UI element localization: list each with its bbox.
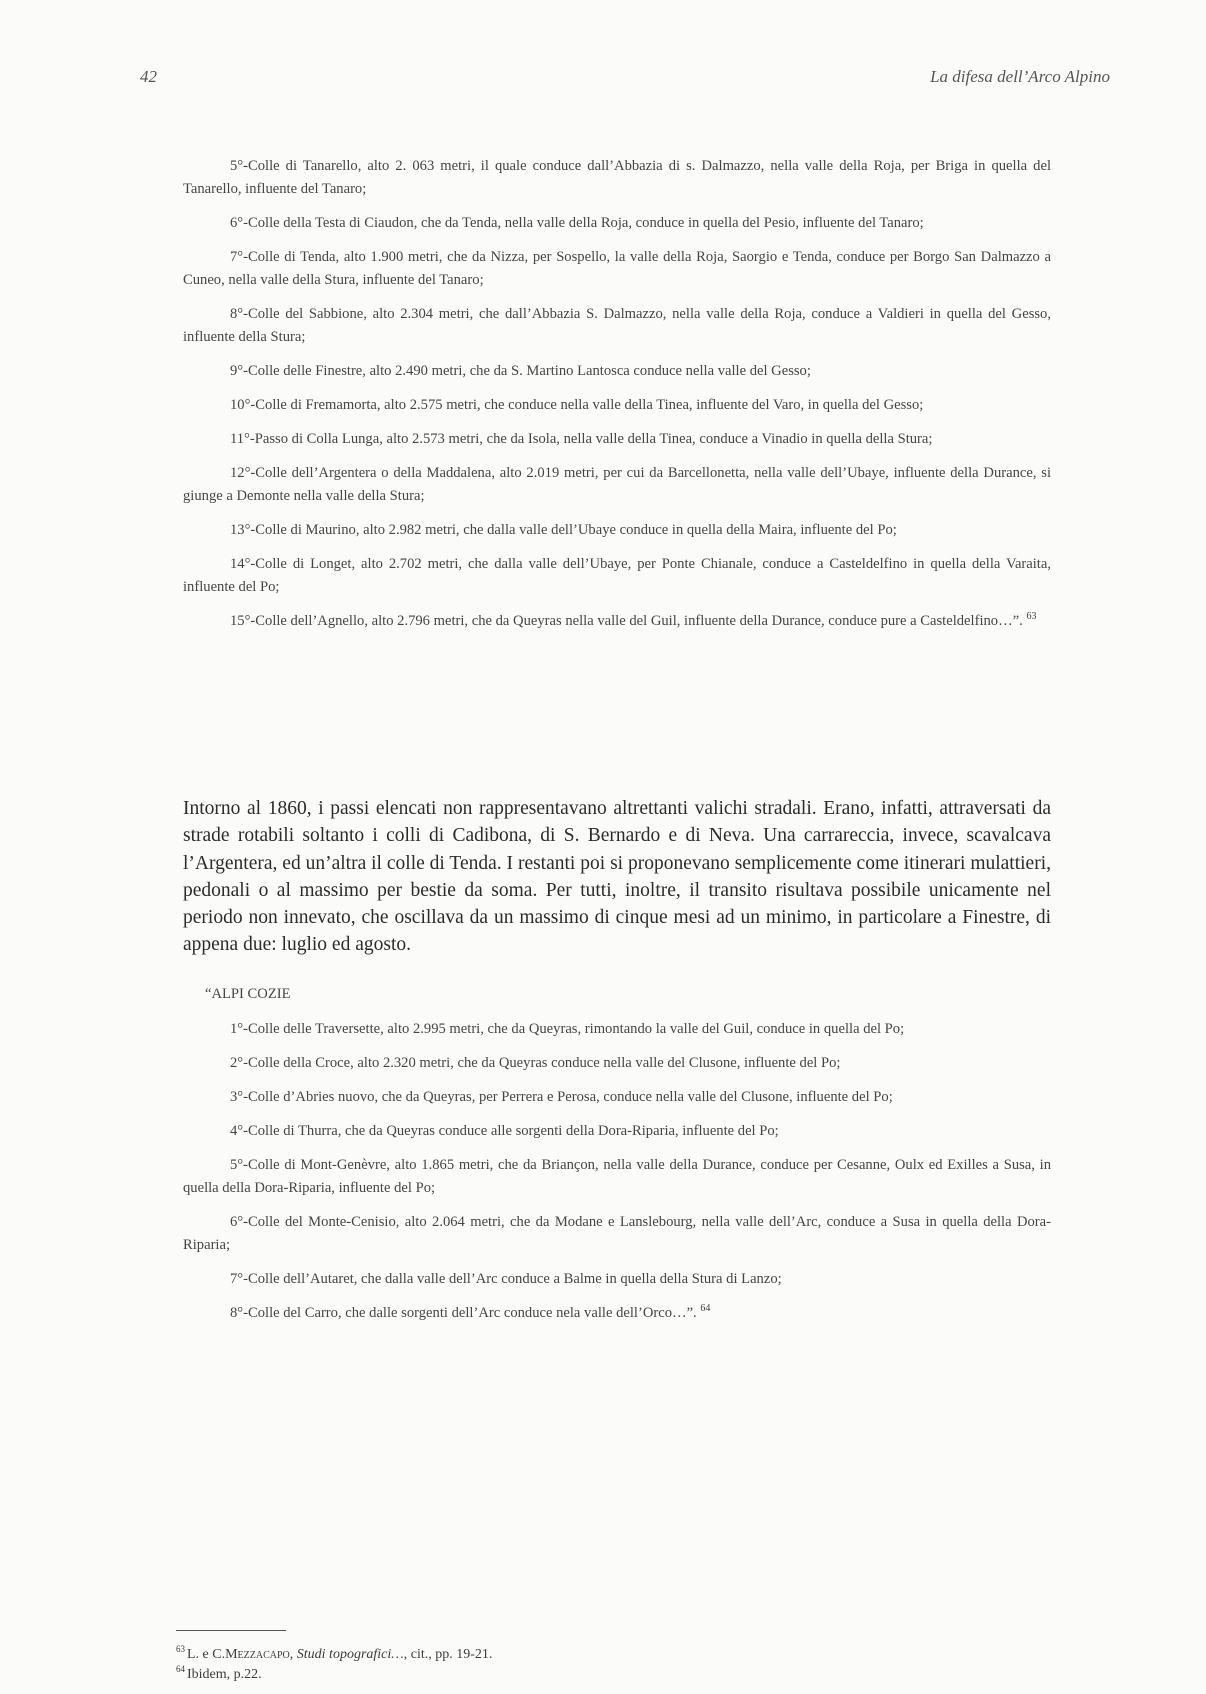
running-header: [140, 67, 1110, 91]
quote-item: 6°-Colle della Testa di Ciaudon, che da Tenda, nella valle della Roja, conduce in quella del Pesio, influente del Tanaro;: [230, 215, 924, 231]
quote-heading: “ALPI COZIE: [205, 986, 291, 1002]
footnote-ref-63[interactable]: 63: [1026, 611, 1037, 623]
footnote-ref-64[interactable]: 64: [700, 1303, 711, 1315]
quote-item: 1°-Colle delle Traversette, alto 2.995 metri, che da Queyras, rimontando la valle del Guil, conduce in quella del Po;: [230, 1021, 905, 1037]
running-title: La difesa dell’Arco Alpino: [930, 67, 1110, 86]
quote-item: 7°-Colle di Tenda, alto 1.900 metri, che da Nizza, per Sospello, la valle della Roja, Saorgio e Tenda, conduce per Borgo San Dalmazzo a Cuneo, nella valle della Stura, influente del Tanaro;: [183, 249, 1051, 288]
quote-item: 11°-Passo di Colla Lunga, alto 2.573 metri, che da Isola, nella valle della Tinea, conduce a Vinadio in quella della Stura;: [230, 431, 933, 447]
body-paragraph-text: Intorno al 1860, i passi elencati non rappresentavano altrettanti valichi stradali. Erano, infatti, attraversati da strade rotabili soltanto i colli di Cadibona, di S. Bernardo e di Neva. Una carrareccia, invece, scavalcava l’Argentera, ed un’altra il colle di Tenda. I restanti poi si proponevano semplicemente come itinerari mulattieri, pedonali o al massimo per bestie da soma. Per tutti, inoltre, il transito risultava possibile unicamente nel periodo non innevato, che oscillava da un massimo di cinque mesi ad un minimo, in particolare a Finestre, di appena due: luglio ed agosto.: [183, 798, 1051, 956]
body-paragraph: [183, 795, 1051, 959]
quote-item: 8°-Colle del Sabbione, alto 2.304 metri, che dall’Abbazia S. Dalmazzo, nella valle della Roja, conduce a Valdieri in quella del Gesso, influente della Stura;: [183, 306, 1051, 345]
page-number: 42: [140, 67, 157, 86]
quote-item: 5°-Colle di Tanarello, alto 2. 063 metri, il quale conduce dall’Abbazia di s. Dalmazzo, nella valle della Roja, per Briga in quella del Tanarello, influente del Tanaro;: [183, 158, 1051, 197]
quote-item: 3°-Colle d’Abries nuovo, che da Queyras, per Perrera e Perosa, conduce nella valle del Clusone, influente del Po;: [230, 1089, 893, 1105]
quote-item-last: [183, 1302, 1051, 1325]
quote-item: 7°-Colle dell’Autaret, che dalla valle dell’Arc conduce a Balme in quella della Stura di Lanzo;: [230, 1271, 782, 1287]
quote-alpi-cozie: [183, 983, 1051, 1336]
quote-alpi-marittime: [183, 155, 1051, 644]
quote-item: 10°-Colle di Fremamorta, alto 2.575 metri, che conduce nella valle della Tinea, influente del Varo, in quella del Gesso;: [230, 397, 924, 413]
footnote-divider: [176, 1630, 286, 1631]
quote-item: 2°-Colle della Croce, alto 2.320 metri, che da Queyras conduce nella valle del Clusone, influente del Po;: [230, 1055, 841, 1071]
footnote-author-surname: Mezzacapo: [225, 1647, 290, 1662]
quote-item-text: 8°-Colle del Carro, che dalle sorgenti dell’Arc conduce nela valle dell’Orco…”.: [230, 1305, 697, 1321]
quote-item: 4°-Colle di Thurra, che da Queyras conduce alle sorgenti della Dora-Riparia, influente del Po;: [230, 1123, 779, 1139]
quote-item: 9°-Colle delle Finestre, alto 2.490 metri, che da S. Martino Lantosca conduce nella valle del Gesso;: [230, 363, 811, 379]
quote-item: 13°-Colle di Maurino, alto 2.982 metri, che dalla valle dell’Ubaye conduce in quella della Maira, influente del Po;: [230, 522, 897, 538]
quote-item: 5°-Colle di Mont-Genèvre, alto 1.865 metri, che da Briançon, nella valle della Durance, conduce per Cesanne, Oulx ed Exilles a Susa, in quella della Dora-Riparia, influente del Po;: [183, 1157, 1051, 1196]
quote-item-text: 15°-Colle dell’Agnello, alto 2.796 metri, che da Queyras nella valle del Guil, influente della Durance, conduce pure a Casteldelfino…”.: [230, 613, 1023, 629]
quote-item-last: [183, 610, 1051, 633]
footnote-rest: , cit., pp. 19-21.: [403, 1647, 493, 1662]
footnote-mark: 64: [176, 1664, 185, 1675]
footnote-author-prefix: L. e C.: [187, 1647, 226, 1662]
footnote-64: [176, 1665, 876, 1685]
footnote-mark: 63: [176, 1644, 185, 1655]
quote-item: 6°-Colle del Monte-Cenisio, alto 2.064 metri, che da Modane e Lanslebourg, nella valle dell’Arc, conduce a Susa in quella della Dora-Riparia;: [183, 1214, 1051, 1253]
footnote-title: Studi topografici…: [296, 1647, 404, 1662]
quote-item: 14°-Colle di Longet, alto 2.702 metri, che dalla valle dell’Ubaye, per Ponte Chianale, conduce a Casteldelfino in quella della Varaita, influente del Po;: [183, 556, 1051, 595]
footnotes: [176, 1645, 876, 1685]
footnote-text: Ibidem, p.22.: [187, 1667, 262, 1682]
quote-item: 12°-Colle dell’Argentera o della Maddalena, alto 2.019 metri, per cui da Barcellonetta, nella valle dell’Ubaye, influente della Durance, si giunge a Demonte nella valle della Stura;: [183, 465, 1051, 504]
footnote-63: $^{63}$ L. e C.Mezzacapo, Studi topografici…, cit., pp. 19-21.: [176, 1644, 493, 1662]
